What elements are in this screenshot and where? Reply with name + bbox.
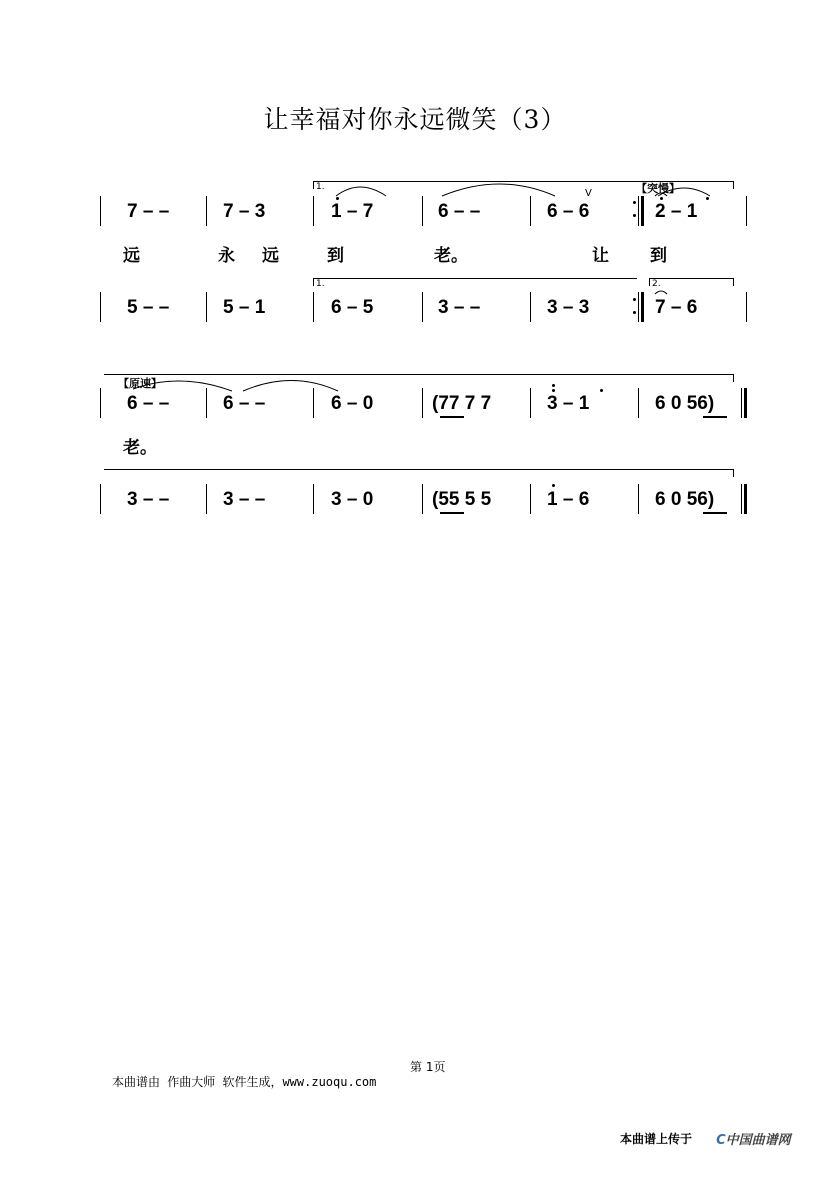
measure-lower: 7 – 6: [655, 297, 698, 318]
measure-upper: 2 – 1: [655, 201, 698, 222]
barline: [530, 292, 531, 322]
measure-upper: 3 – 1: [547, 393, 590, 414]
final-barline: [741, 388, 742, 418]
line-hook-end: [733, 469, 734, 477]
measure-lower: 1 – 6: [547, 489, 590, 510]
volta-2-line: [649, 278, 733, 279]
barline: [422, 388, 423, 418]
measure-lower: 5 – 1: [223, 297, 266, 318]
lyric: 老。: [434, 246, 468, 266]
measure-upper: 6 0 56): [655, 393, 715, 414]
final-barline-thick: [744, 388, 747, 418]
repeat-dot: [633, 298, 636, 301]
system-top-line: [104, 374, 733, 375]
underline-eighth: [440, 416, 464, 418]
slur: [442, 184, 555, 196]
lyric: 让: [592, 246, 609, 266]
barline: [638, 484, 639, 514]
octave-dot-high: [600, 389, 603, 392]
slur: [336, 187, 386, 196]
slur-layer: [0, 0, 830, 560]
volta-hook: [649, 278, 650, 286]
barline: [638, 388, 639, 418]
measure-lower: 6 – 5: [331, 297, 374, 318]
measure-upper: 6 – –: [127, 393, 170, 414]
lyric: 永: [218, 246, 235, 266]
logo-text: 中国曲谱网: [725, 1133, 791, 1148]
barline-start: [100, 292, 101, 322]
measure-lower: 3 – –: [127, 489, 170, 510]
barline-end: [746, 292, 747, 322]
final-barline-thick: [744, 484, 747, 514]
octave-dot-high: [552, 389, 555, 392]
measure-lower: 3 – 0: [331, 489, 374, 510]
final-barline: [741, 484, 742, 514]
fermata-icon: [655, 291, 667, 294]
page-title: 让幸福对你永远微笑（3）: [263, 105, 567, 134]
lyric: 远: [262, 246, 279, 266]
barline: [530, 388, 531, 418]
measure-upper: 7 – –: [127, 201, 170, 222]
page-number: 第 1页: [410, 1060, 446, 1074]
tempo-change-label: 【突慢】: [636, 182, 680, 195]
volta-1-label: 1.: [316, 182, 325, 192]
barline: [313, 388, 314, 418]
measure-lower: 6 0 56): [655, 489, 715, 510]
measure-lower: 3 – –: [223, 489, 266, 510]
barline: [422, 292, 423, 322]
measure-upper: 6 – 0: [331, 393, 374, 414]
measure-upper: 1 – 7: [331, 201, 374, 222]
repeat-barline: [638, 292, 639, 322]
barline: [206, 484, 207, 514]
logo-icon: C: [716, 1133, 726, 1148]
octave-dot-high: [552, 384, 555, 387]
barline: [313, 292, 314, 322]
breath-mark: V: [585, 188, 592, 199]
barline-start: [100, 484, 101, 514]
volta-hook-end: [733, 278, 734, 286]
underline-eighth: [703, 416, 727, 418]
measure-upper: 6 – –: [438, 201, 481, 222]
measure-lower: 5 – –: [127, 297, 170, 318]
measure-upper: 6 – –: [223, 393, 266, 414]
measure-upper: 6 – 6: [547, 201, 590, 222]
measure-lower: (55 5 5: [432, 489, 492, 510]
barline: [422, 484, 423, 514]
lyric: 到: [327, 246, 344, 266]
barline: [530, 484, 531, 514]
repeat-barline-thick: [641, 292, 644, 322]
barline: [206, 292, 207, 322]
underline-eighth: [703, 512, 727, 514]
octave-dot-high: [552, 484, 555, 487]
volta-2-label: 2.: [652, 279, 661, 289]
measure-upper: 7 – 3: [223, 201, 266, 222]
upload-source: [620, 1114, 791, 1163]
tempo-label: 【原速】: [118, 377, 162, 390]
site-logo[interactable]: [698, 1114, 791, 1163]
lyric: 到: [650, 246, 667, 266]
slur: [243, 381, 338, 392]
upload-text: 本曲谱上传于: [620, 1132, 693, 1146]
barline: [206, 388, 207, 418]
volta-line-lower: [313, 278, 637, 279]
repeat-dot: [633, 311, 636, 314]
barline: [313, 484, 314, 514]
barline-start: [100, 388, 101, 418]
measure-upper: (77 7 7: [432, 393, 492, 414]
lyric: 远: [123, 246, 140, 266]
measure-lower: 3 – 3: [547, 297, 590, 318]
underline-eighth: [440, 512, 464, 514]
lyric: 老。: [123, 438, 157, 458]
system-mid-line: [104, 469, 733, 470]
measure-lower: 3 – –: [438, 297, 481, 318]
software-credit: 本曲谱由 作曲大师 软件生成，www.zuoqu.com: [112, 1075, 377, 1089]
volta-1-label-lower: 1.: [316, 279, 325, 289]
line-hook-end: [733, 374, 734, 382]
volta-hook: [313, 278, 314, 286]
